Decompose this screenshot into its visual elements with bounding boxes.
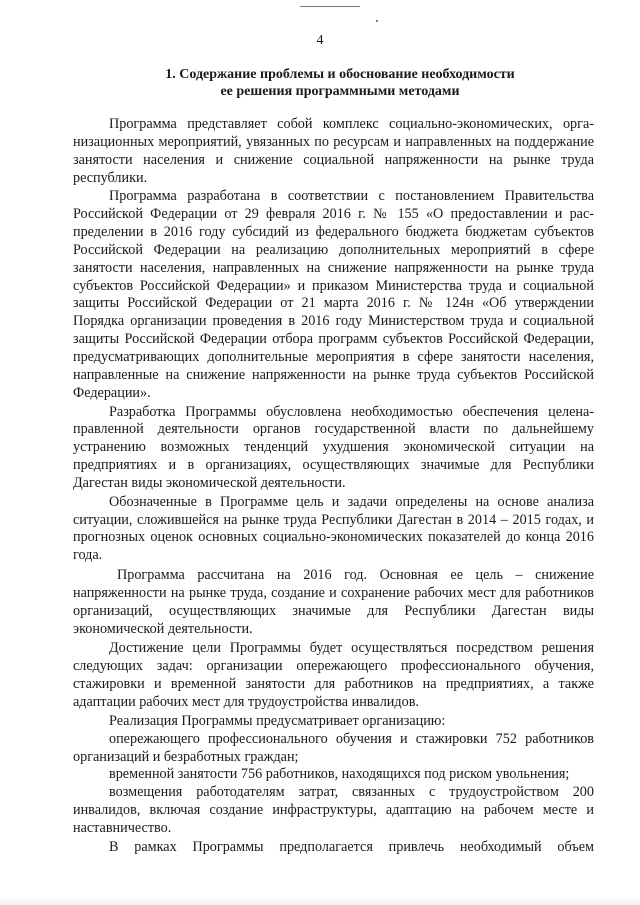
paragraph-objectives: Достижение цели Программы будет осуществляться посредством решения следующих задач: организации опережающего профессионального обучения, стажировки и временной занятости для работников на предприятиях, а также адаптации рабочих мест для трудоустройства инвалидов.: [73, 640, 594, 710]
paragraph-funding-start: В рамках Программы предполагается привлечь необходимый объем: [109, 838, 594, 855]
scan-speck: [376, 20, 378, 22]
section-heading-line-1: 1. Содержание проблемы и обоснование необходимости: [165, 67, 515, 82]
document-body: [73, 116, 594, 857]
paragraph-program-description: Программа представляет собой комплекс социально-экономических, организационных мероприятий, увязанных по ресурсам и направленных на поддержание занятости населения и снижение социальной напряженности на рынке труда республики.: [73, 116, 594, 186]
list-item-temporary-employment: временной занятости 756 работников, находящихся под риском увольнения;: [109, 766, 570, 783]
page-number: 4: [316, 33, 324, 48]
paragraph-rationale: Разработка Программы обусловлена необходимостью обеспечения целенаправленной деятельности органов государственной власти по дальнейшему устранению возможных тенденций ухудшения экономической ситуации на предприятиях и в организациях, осуществляющих значимые для Республики Дагестан виды экономической деятельности.: [73, 403, 594, 491]
section-heading-line-2: ее решения программными методами: [220, 84, 460, 99]
paragraph-legal-basis: Программа разработана в соответствии с постановлением Правительства Российской Федерации от 29 февраля 2016 г. № 155 «О предоставлении и распределении в 2016 году субсидий из федерального бюджета бюджетам субъектов Российской Федерации на реализацию дополнительных мероприятий в сфере занятости населения, направленных на снижение напряженности на рынке труда субъектов Российской Федерации» и приказом Министерства труда и социальной защиты Российской Федерации от 21 марта 2016 г. № 124н «Об утверждении Порядка организации проведения в 2016 году Министерством труда и социальной защиты Российской Федерации отбора программ субъектов Российской Федерации, предусматривающих дополнительные мероприятия в сфере занятости населения, направленные на снижение напряженности на рынке труда субъектов Российской Федерации».: [73, 188, 594, 401]
page-bottom-edge: [0, 896, 640, 905]
section-heading: [110, 66, 570, 100]
scan-edge-mark: [300, 0, 360, 7]
list-item-training: опережающего профессионального обучения и стажировки 752 работников организаций и безработных граждан;: [73, 730, 594, 765]
paragraph-program-period: Программа рассчитана на 2016 год. Основная ее цель – снижение напряженности на рынке труда, создание и сохранение рабочих мест для работников организаций, осуществляющих значимые для Республики Дагестан виды экономической деятельности.: [73, 567, 594, 637]
paragraph-implementation-intro: Реализация Программы предусматривает организацию:: [109, 712, 446, 729]
list-item-disabled-employment: возмещения работодателям затрат, связанных с трудоустройством 200 инвалидов, включая создание инфраструктуры, адаптацию на рабочем месте и наставничество.: [73, 784, 594, 836]
paragraph-goals-basis: Обозначенные в Программе цель и задачи определены на основе анализа ситуации, сложившейся на рынке труда Республики Дагестан в 2014 – 2015 годах, и прогнозных оценок основных социально-экономических показателей до конца 2016 года.: [73, 493, 594, 564]
